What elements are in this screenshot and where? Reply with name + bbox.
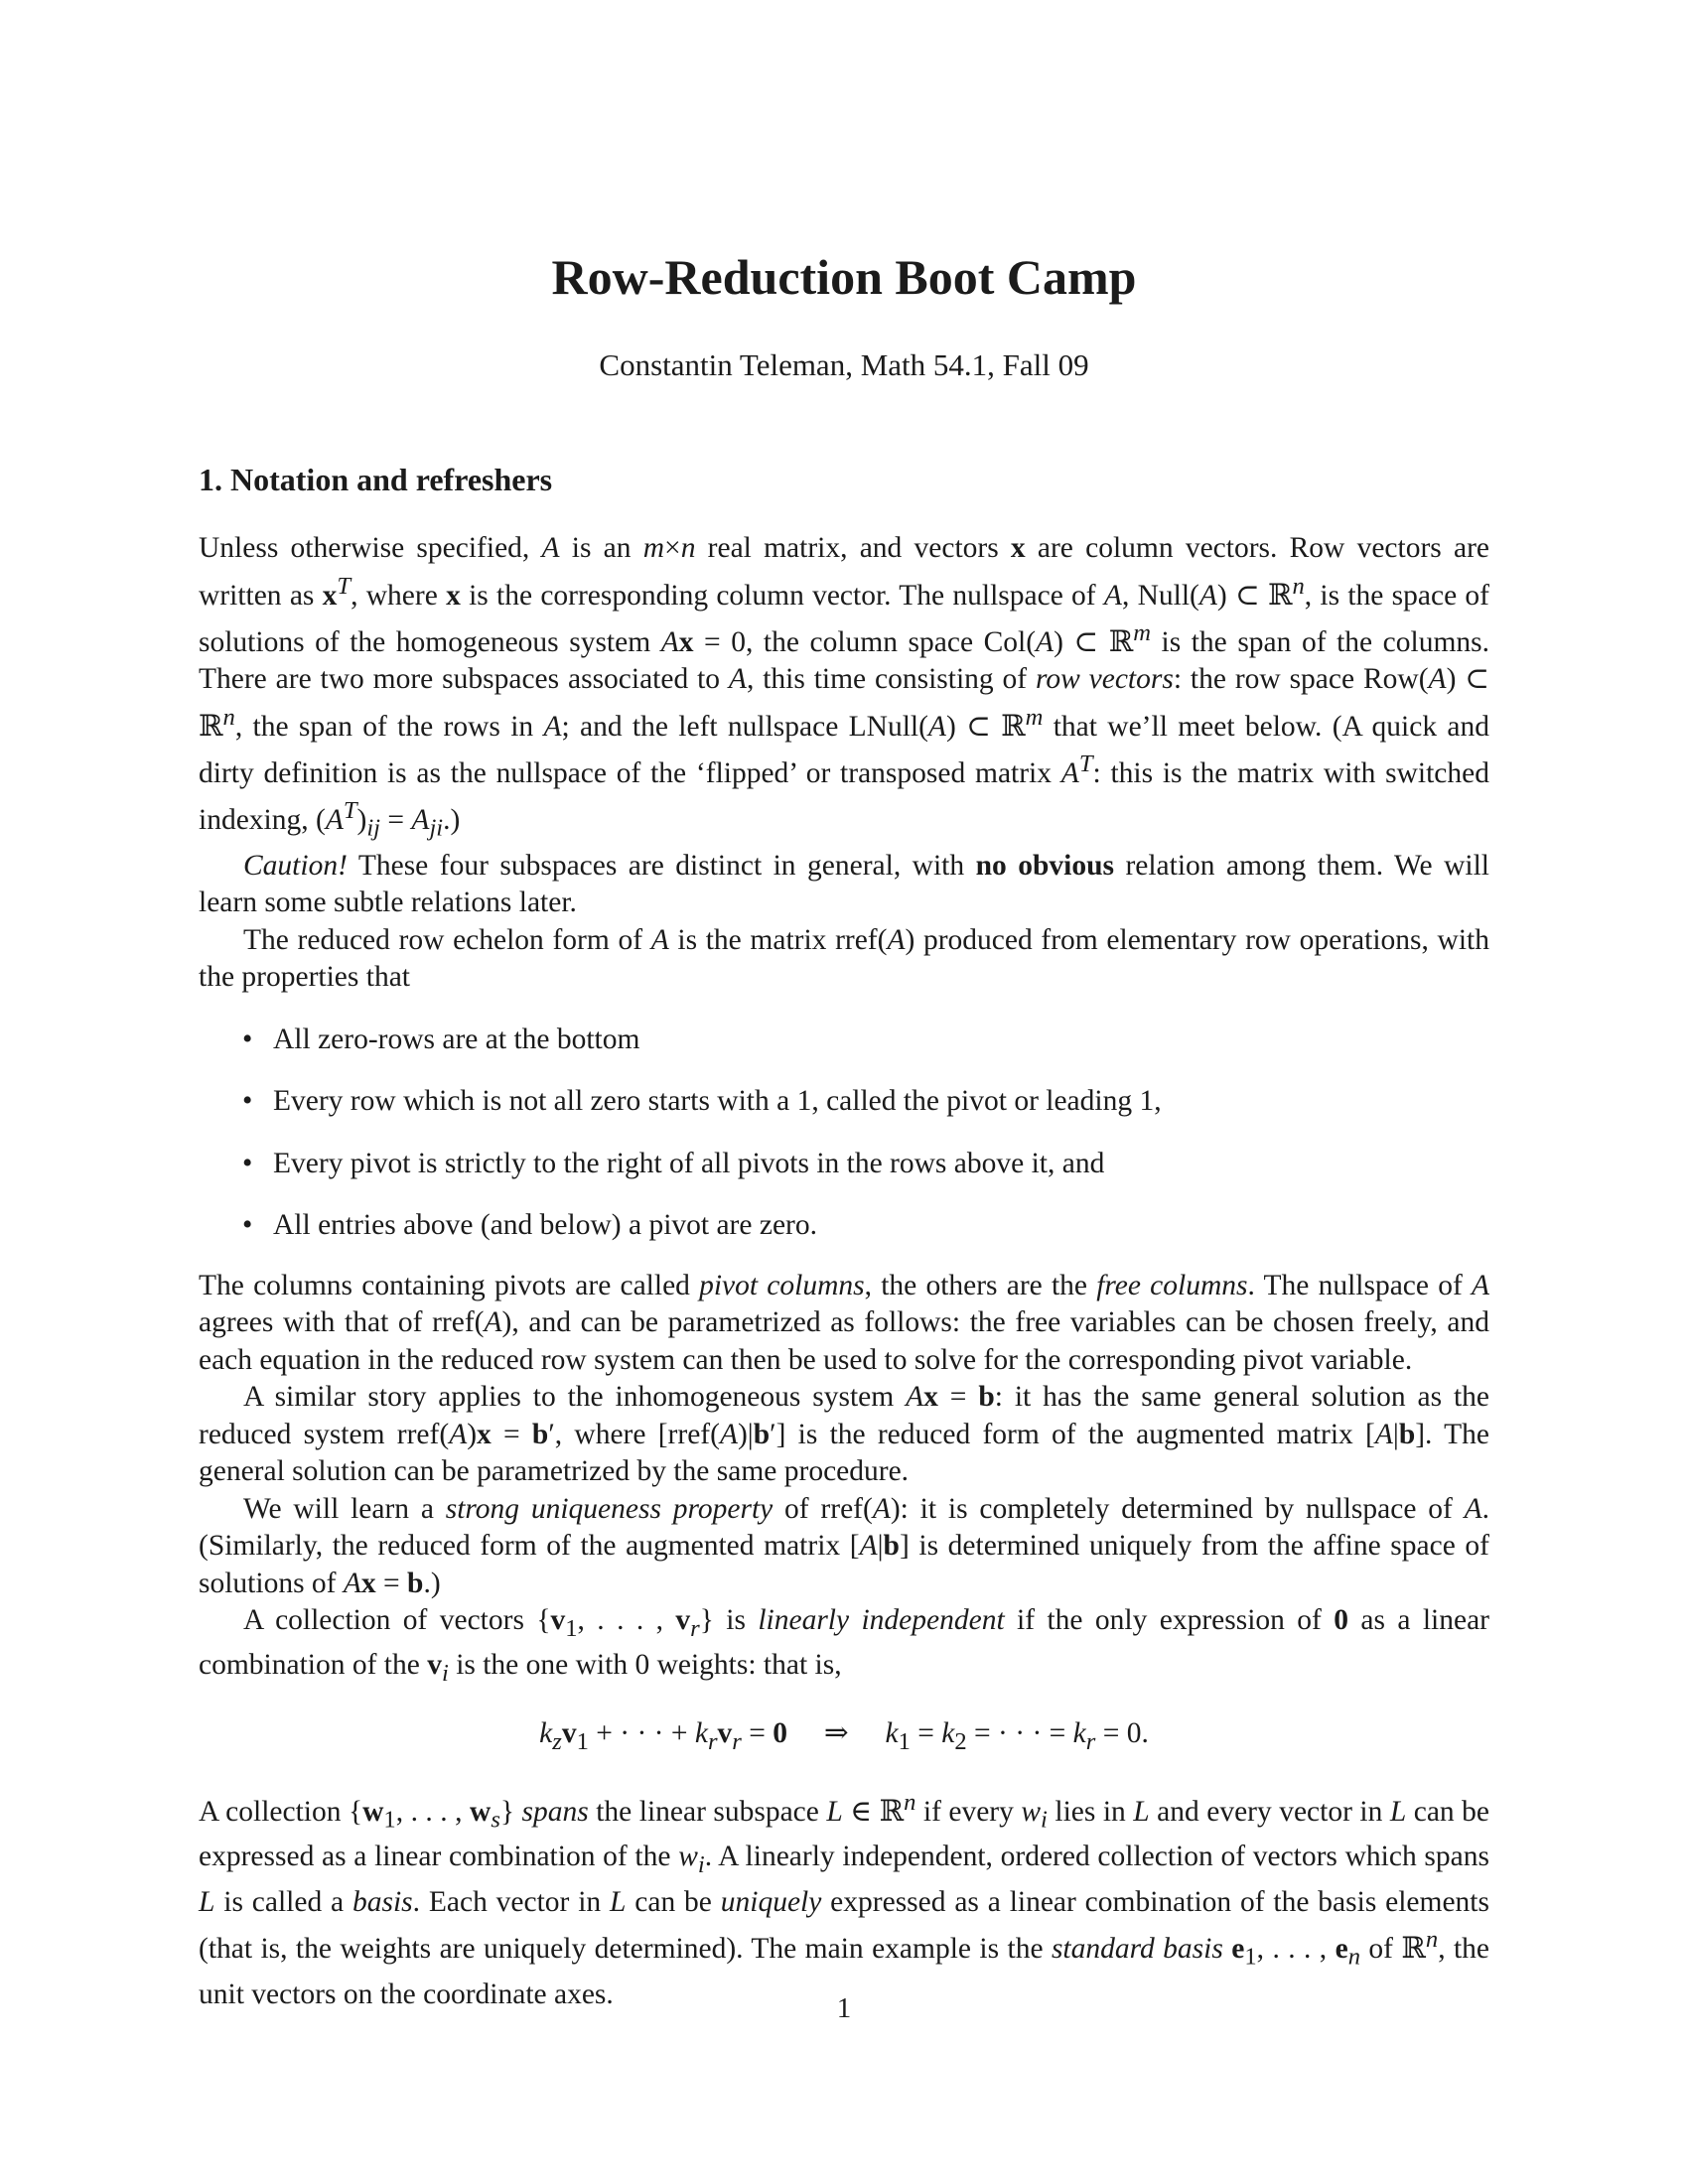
document-title: Row-Reduction Boot Camp bbox=[551, 249, 1137, 305]
paragraph-pivot-columns: The columns containing pivots are called pivot columns, the others are the free columns. The nullspace of A agrees with that of rref(A), and can be parametrized as follows: the free variables can be chosen freely, and each equation in the reduced row system can then be used to solve for the corresponding pivot variable. bbox=[199, 1269, 1489, 1376]
rref-properties-list bbox=[199, 1022, 1489, 1245]
paragraph-caution: Caution! These four subspaces are distinct in general, with no obvious relation among them. We will learn some subtle relations later. bbox=[199, 849, 1489, 919]
page-number: 1 bbox=[836, 1992, 852, 2024]
bullet-icon: • bbox=[242, 1147, 253, 1179]
paragraph-inhomogeneous: A similar story applies to the inhomogeneous system Ax = b: it has the same general solution as the reduced system rref(A)x = b′, where [rref(A)|b′] is the reduced form of the augmented matrix [A|b]. The general solution can be parametrized by the same procedure. bbox=[199, 1381, 1490, 1488]
list-item: • All zero-rows are at the bottom bbox=[199, 1022, 1489, 1059]
paragraph-rref-intro: The reduced row echelon form of A is the matrix rref(A) produced from elementary row operations, with the properties that bbox=[199, 923, 1489, 994]
section-heading: 1. Notation and refreshers bbox=[199, 462, 553, 497]
bullet-icon: • bbox=[242, 1209, 253, 1242]
bullet-icon: • bbox=[242, 1023, 253, 1055]
author-byline: Constantin Teleman, Math 54.1, Fall 09 bbox=[599, 347, 1089, 382]
section-body bbox=[199, 530, 1489, 2013]
paragraph-spans-basis: A collection {$w_1$, . . . , $w_s$} spans the linear subspace L ∈ ℝ$^n$ if every $w_i$ lies in L and every vector in L can be expressed as a linear combination of the $w_i$. A linearly independent, ordered collection of vectors which spans L is called a basis. Each vector in L can be uniquely expressed as a linear combination of the basis elements (that is, the weights are uniquely determined). The main example is the standard basis $e_1$, . . . , $e_n$ of ℝ$^n$, the unit vectors on the coordinate axes. bbox=[199, 1789, 1490, 2010]
paragraph-notation: Unless otherwise specified, A is an m×n real matrix, and vectors x are column vectors. Row vectors are written as $x^T$, where x is the corresponding column vector. The nullspace of A, Null(A) ⊂ ℝ$^n$, is the space of solutions of the homogeneous system Ax = 0, the column space Col(A) ⊂ ℝ$^m$ is the span of the columns. There are two more subspaces associated to A, this time consisting of row vectors: the row space Row(A) ⊂ ℝ$^n$, the span of the rows in A; and the left nullspace LNull(A) ⊂ ℝ$^m$ that we’ll meet below. (A quick and dirty definition is as the nullspace of the ‘flipped’ or transposed matrix $A^T$: this is the matrix with switched indexing, $(A^T)_{ij} = A_{ji}$.) bbox=[199, 532, 1490, 843]
paragraph-independence: A collection of vectors {$v_1$, . . . , $v_r$} is linearly independent if the only expression of 0 as a linear combination of the $v_i$ is the one with 0 weights: that is, bbox=[199, 1604, 1490, 1688]
paragraph-uniqueness: We will learn a strong uniqueness property of rref(A): it is completely determined by nullspace of A. (Similarly, the reduced form of the augmented matrix [A|b] is determined uniquely from the affine space of solutions of Ax = b.) bbox=[199, 1492, 1490, 1599]
display-equation: $k_zv_1$ + · · · + $k_rv_r = 0$ ⇒ $k_1 = k_2$ = · · · = $k_r = 0$. bbox=[539, 1716, 1149, 1755]
list-item: • All entries above (and below) a pivot are zero. bbox=[199, 1207, 1489, 1245]
list-item: • Every row which is not all zero starts with a 1, called the pivot or leading 1, bbox=[199, 1083, 1489, 1121]
bullet-icon: • bbox=[242, 1085, 253, 1118]
list-item: • Every pivot is strictly to the right of all pivots in the rows above it, and bbox=[199, 1146, 1489, 1183]
